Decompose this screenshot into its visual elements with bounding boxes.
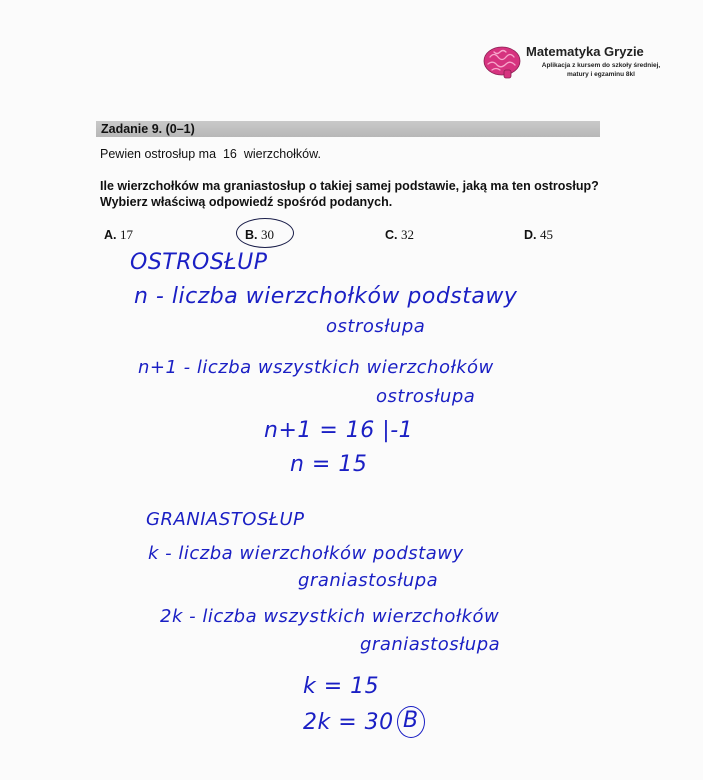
hw-pyramid-total-line1: n+1 - liczba wszystkich wierzchołków [138, 357, 494, 378]
option-letter: C. [385, 228, 398, 242]
option-letter: A. [104, 228, 117, 242]
option-value: 45 [539, 227, 553, 242]
hw-pyramid-heading: OSTROSŁUP [130, 250, 268, 275]
brain-icon [482, 44, 522, 80]
option-value: 30 [260, 227, 274, 242]
task-text: Pewien ostrosłup ma 16 wierzchołków. [100, 147, 321, 161]
hw-prism-total-line2: graniastosłupa [360, 634, 501, 655]
brand-name: Matematyka Gryzie [526, 44, 644, 59]
brand-tagline-line1: Aplikacja z kursem do szkoły średniej, [541, 62, 661, 69]
hw-equation-2: n = 15 [290, 452, 368, 477]
option-value: 32 [400, 227, 414, 242]
hw-equation-3: k = 15 [303, 674, 380, 699]
option-d[interactable] [524, 227, 553, 243]
option-a[interactable] [104, 227, 133, 243]
hw-pyramid-n-line2: ostrosłupa [326, 316, 426, 337]
question-line2: Wybierz właściwą odpowiedź spośród podanych. [100, 195, 393, 209]
task-question [100, 178, 599, 210]
hw-pyramid-n-line1: n - liczba wierzchołków podstawy [134, 284, 518, 309]
option-letter: D. [524, 228, 537, 242]
hw-prism-total-line1: 2k - liczba wszystkich wierzchołków [160, 606, 500, 627]
hw-answer: B [403, 708, 419, 733]
brand-tagline [526, 61, 676, 79]
option-letter: B. [245, 228, 258, 242]
brand-tagline-line2: matury i egzaminu 8kl [567, 71, 635, 78]
hw-equation-4: 2k = 30 [303, 710, 394, 735]
hw-prism-k-line1: k - liczba wierzchołków podstawy [148, 543, 464, 564]
question-line1: Ile wierzchołków ma graniastosłup o takiej samej podstawie, jaką ma ten ostrosłup? [100, 179, 599, 193]
brand-header [482, 40, 692, 88]
hw-equation-1: n+1 = 16 |-1 [264, 418, 414, 443]
option-c[interactable] [385, 227, 414, 243]
hw-prism-k-line2: graniastosłupa [298, 570, 439, 591]
task-title: Zadanie 9. (0–1) [101, 122, 195, 136]
option-b[interactable] [245, 227, 274, 243]
hw-prism-heading: GRANIASTOSŁUP [146, 509, 305, 530]
hw-pyramid-total-line2: ostrosłupa [376, 386, 476, 407]
option-value: 17 [119, 227, 133, 242]
